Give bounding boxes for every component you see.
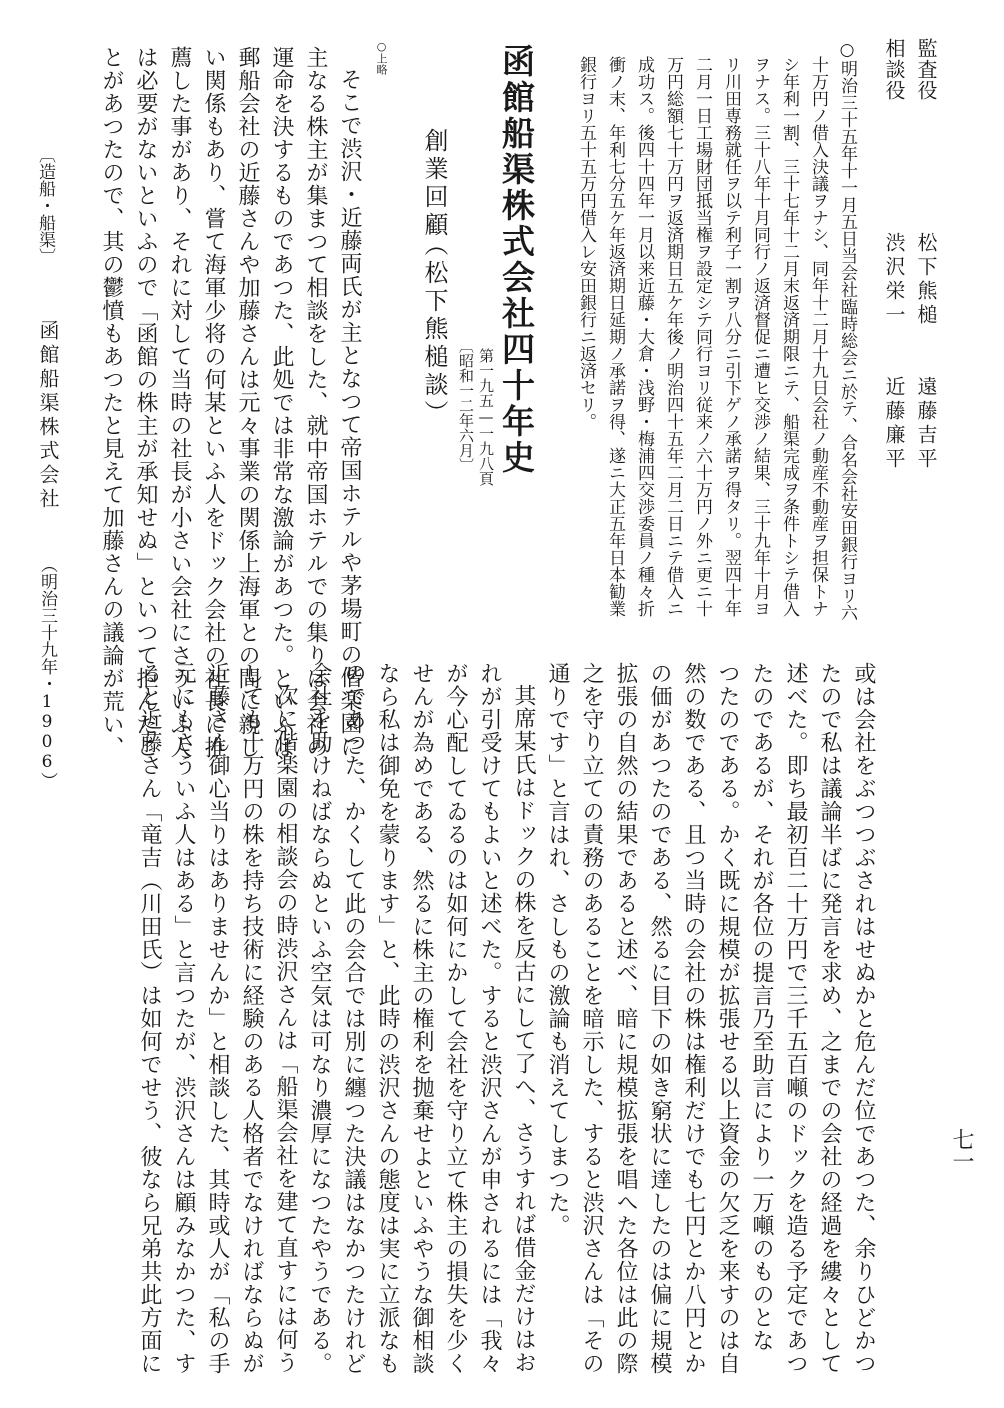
body-line: しても十万円の株を持ち技術に経験のある人格者でなければならぬが	[239, 662, 264, 1375]
body-line: つたのである。かく既に規模が拡張せる以上資金の欠乏を来すのは自	[715, 662, 740, 1375]
body-line: なら私は御免を蒙ります」と、此時の渋沢さんの態度は実に立派なも	[375, 662, 400, 1375]
body-line: 近藤さん御心当りはありませんか」と相談した、其時或人が「私の手	[205, 662, 230, 1375]
body-line: れが引受けてもよいと述べた。すると渋沢さんが申されるには「我々	[477, 662, 502, 1375]
body-line: 述べた。即ち最初百二十万円で三千五百噸のドックを造る予定であつ	[783, 662, 808, 1375]
loan-line: 成功ス。後四十四年一月以来近藤・大倉・浅野・梅浦四交渉委員ノ種々折	[634, 56, 654, 617]
loan-line: 十万円ノ借入決議ヲナシ、同年十二月十九日会社ノ動産不動産ヲ担保トナ	[808, 56, 828, 617]
supervisor-role: 監査役	[914, 38, 938, 101]
loan-line: 銀行ヨリ五十五万円借入レ安田銀行ニ返済セリ。	[576, 56, 596, 430]
omitted-mark: ○上略	[375, 40, 388, 75]
footer-category: 〔造船・船渠〕	[35, 146, 55, 265]
supervisor-names: 松下熊槌 遠藤吉平	[914, 232, 938, 472]
loan-line: リ川田専務就任ヲ以テ利子一割ヲ八分ニ引下ゲノ承諾ヲ得タリ。翌四十年	[721, 56, 741, 617]
advisor-role: 相談役	[882, 38, 906, 101]
footer-company: 函館船渠株式会社	[36, 320, 60, 512]
body-line: の価があつたのである、然るに目下の如き窮状に達したのは偏に規模	[647, 662, 672, 1375]
body-line: たのであるが、それが各位の提言乃至助言により一万噸のものとな	[749, 662, 774, 1352]
memoir-line: 運命を決するものであつた、此処では非常な激論があつた。といふは	[269, 46, 294, 759]
loan-line: ○明治三十五年十一月五日当会社臨時総会ニ於テ、合名会社安田銀行ヨリ六	[837, 40, 857, 621]
body-line: 之を守り立ての責務のあることを暗示した、すると渋沢さんは「その	[579, 662, 604, 1375]
body-line: 其席某氏はドックの株を反古にして了へ、さうすれば借金だけはお	[511, 684, 536, 1374]
page-number: 七一	[949, 1128, 974, 1172]
loan-line: 二月一日工場財団抵当権ヲ設定シテ同行ヨリ従来ノ六十万円ノ外ニ更ニ十	[692, 56, 712, 617]
memoir-line: そこで渋沢・近藤両氏が主となつて帝国ホテルや茅場町の偕楽園に	[337, 68, 362, 758]
body-line: たので私は議論半ばに発言を求め、之までの会社の経過を縷々として	[817, 662, 842, 1375]
body-line: 通りです」と言はれ、さしもの激論も消えてしまつた。	[545, 662, 570, 1237]
loan-line: シ年利一割、三十七年十二月末返済期限ニテ、船渠完成ヲ条件トシテ借入	[779, 56, 799, 617]
body-line: せんが為めである、然るに株主の権利を抛棄せよといふやうな御相談	[409, 662, 434, 1375]
body-line: 拡張の自然の結果であると述べ、暗に規模拡張を唱へた各位は此の際	[613, 662, 638, 1375]
body-line: 然の数である、且つ当時の会社の株は権利だけでも七円とか八円とか	[681, 662, 706, 1375]
section-heading: 創業回顧	[420, 128, 448, 240]
book-date: 〔昭和一二年六月〕	[457, 338, 475, 473]
body-line: 或は会社をぶつつぶされはせぬかと危んだ位であつた、余りひどかつ	[851, 662, 876, 1375]
book-pages: 第一九五—一九八頁	[477, 348, 495, 486]
body-line: 会社を助けねばならぬといふ空気は可なり濃厚になつたやうである。	[307, 662, 332, 1375]
memoir-line: 主なる株主が集まつて相談をした、就中帝国ホテルでの集りは会社の	[303, 46, 328, 759]
memoir-line: 郵船会社の近藤さんや加藤さんは元々事業の関係上海軍との間に親し	[235, 46, 260, 759]
loan-line: 衝ノ末、年利七分五ケ年返済期日延期ノ承諾ヲ得、遂ニ大正五年日本勧業	[605, 56, 625, 617]
loan-line: ヲナス。三十八年十月同行ノ返済督促ニ遭ヒ交渉ノ結果、三十九年十月ヨ	[750, 56, 770, 617]
body-line: が今心配してゐるのは如何にかして会社を守り立て株主の損失を少く	[443, 662, 468, 1375]
memoir-line: 薦した事があり、それに対して当時の社長が小さい会社にさういふ人	[167, 46, 192, 759]
advisor-names: 渋沢栄一 近藤廉平	[882, 232, 906, 472]
body-line: 次に偕楽園の相談会の時渋沢さんは「船渠会社を建て直すには何う	[273, 684, 298, 1374]
body-line: ると近藤さん「竜吉（川田氏）は如何でせう、彼なら兄弟共此方面に	[137, 662, 162, 1375]
book-title: 函館船渠株式会社四十年史	[497, 44, 536, 476]
body-line: 元にもさういふ人はある」と言つたが、渋沢さんは顧みなかつた、す	[171, 662, 196, 1375]
memoir-line: とがあつたので、其の鬱憤もあつたと見えて加藤さんの議論が荒い、	[99, 46, 124, 759]
footer-period: （明治三十九年・1906）	[37, 556, 57, 789]
memoir-line: は必要がないといふので「函館の株主が承知せぬ」といつて拒んだこ	[133, 46, 158, 759]
memoir-line: い関係もあり、嘗て海軍少将の何某といふ人をドック会社の社長に推	[201, 46, 226, 759]
body-line: のであつた、かくして此の会合では別に纏つた決議はなかつたけれど	[341, 662, 366, 1375]
loan-line: 万円総額七十万円ヲ返済期日五ケ年後ノ明治四十五年二月二日ニテ借入ニ	[663, 56, 683, 617]
section-author: （松下熊槌談）	[420, 232, 448, 428]
